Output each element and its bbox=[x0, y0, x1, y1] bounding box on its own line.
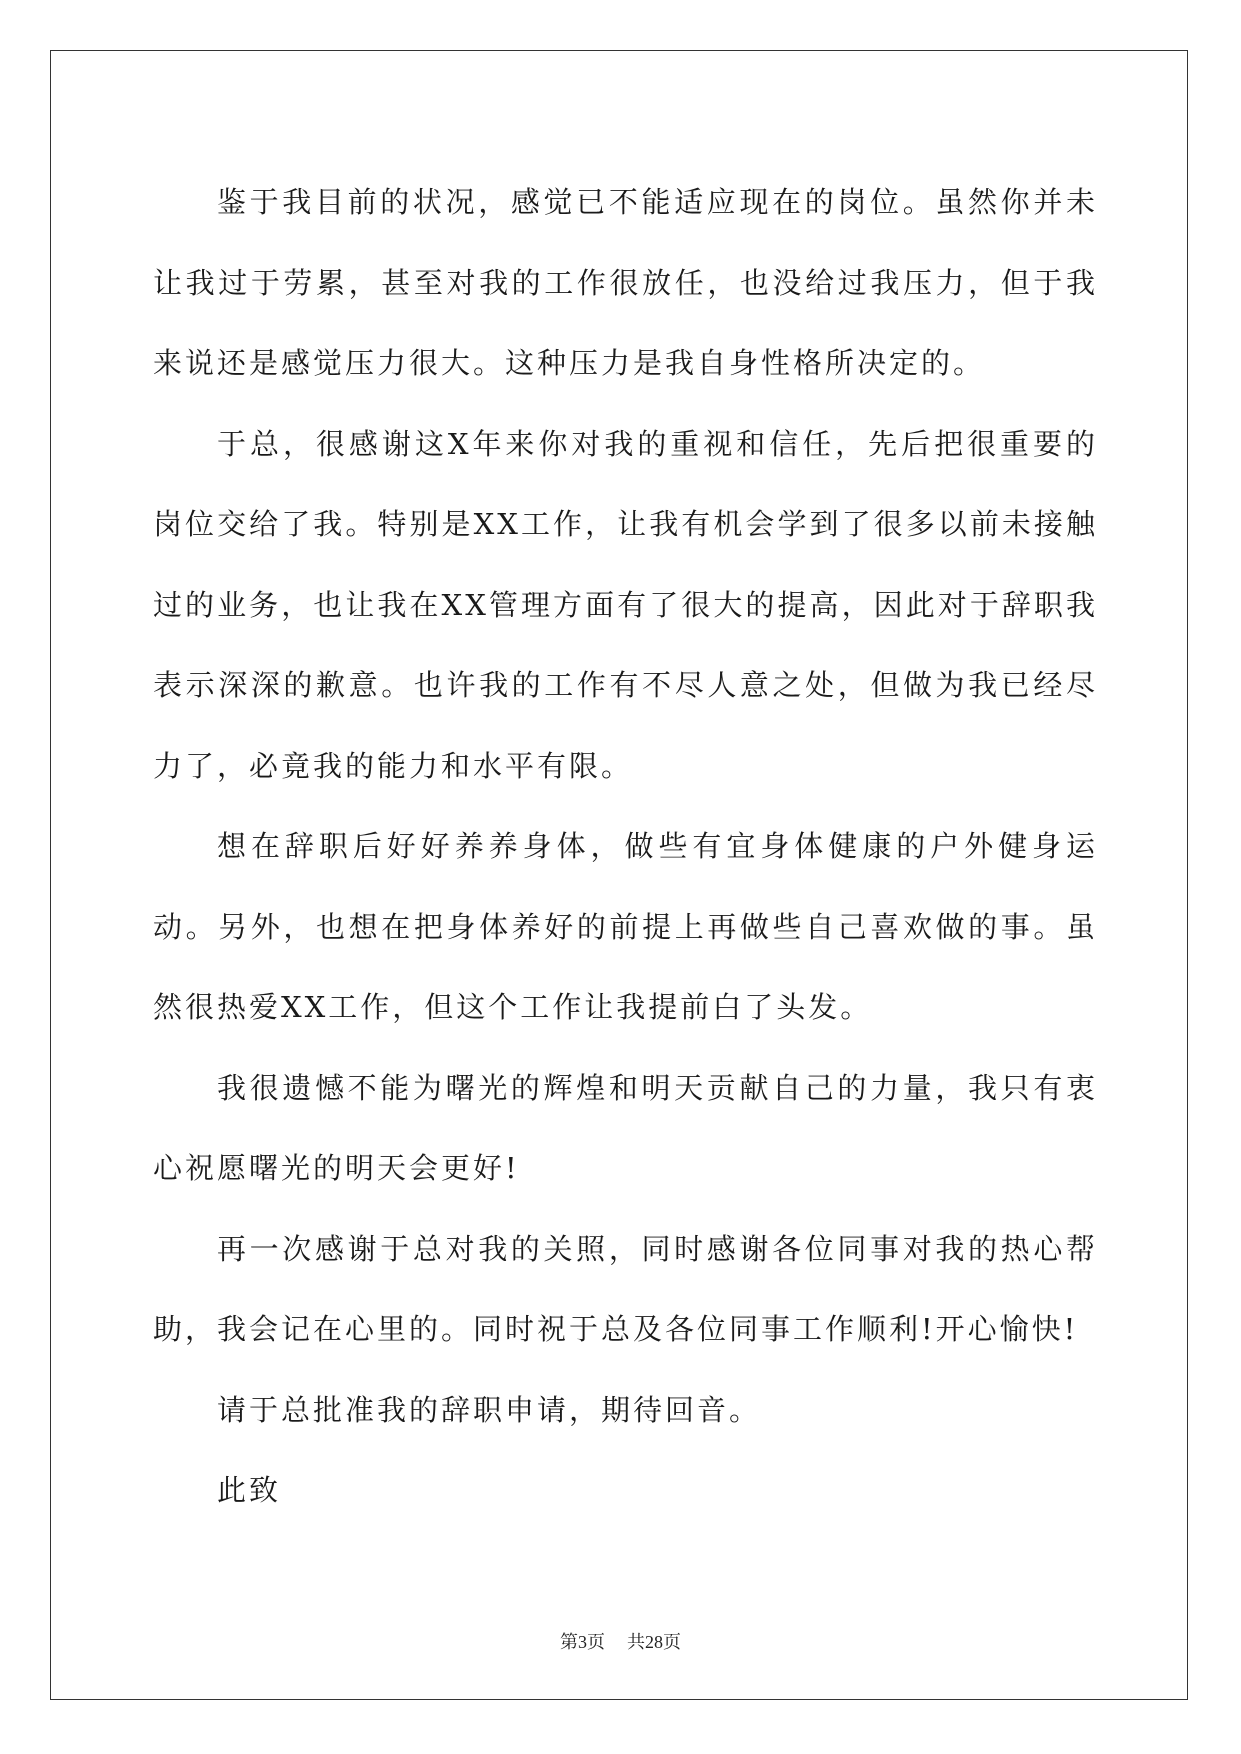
paragraph-gratitude: 于总，很感谢这X年来你对我的重视和信任，先后把很重要的岗位交给了我。特别是XX工作，让我有机会学到了很多以前未接触过的业务，也让我在XX管理方面有了很大的提高，因此对于辞职我表示深深的歉意。也许我的工作有不尽人意之处，但做为我已经尽力了，必竟我的能力和水平有限。 bbox=[153, 426, 1098, 783]
paragraph-closing: 此致 bbox=[217, 1473, 282, 1507]
paragraph-request: 请于总批准我的辞职申请，期待回音。 bbox=[217, 1392, 762, 1427]
page-number: 第3页 bbox=[560, 1632, 605, 1652]
paragraph-thanks: 再一次感谢于总对我的关照，同时感谢各位同事对我的热心帮助，我会记在心里的。同时祝于总及各位同事工作顺利!开心愉快! bbox=[153, 1231, 1098, 1346]
paragraph-plans: 想在辞职后好好养养身体，做些有宜身体健康的户外健身运动。另外，也想在把身体养好的前提上再做些自己喜欢做的事。虽然很热爱XX工作，但这个工作让我提前白了头发。 bbox=[153, 829, 1098, 1024]
paragraph-regret: 我很遗憾不能为曙光的辉煌和明天贡献自己的力量，我只有衷心祝愿曙光的明天会更好! bbox=[153, 1070, 1098, 1185]
letter-body bbox=[153, 162, 1098, 1531]
paragraph-situation: 鉴于我目前的状况，感觉已不能适应现在的岗位。虽然你并未让我过于劳累，甚至对我的工作很放任，也没给过我压力，但于我来说还是感觉压力很大。这种压力是我自身性格所决定的。 bbox=[153, 185, 1098, 380]
page-total: 共28页 bbox=[627, 1632, 681, 1652]
page-footer bbox=[0, 1628, 1241, 1654]
